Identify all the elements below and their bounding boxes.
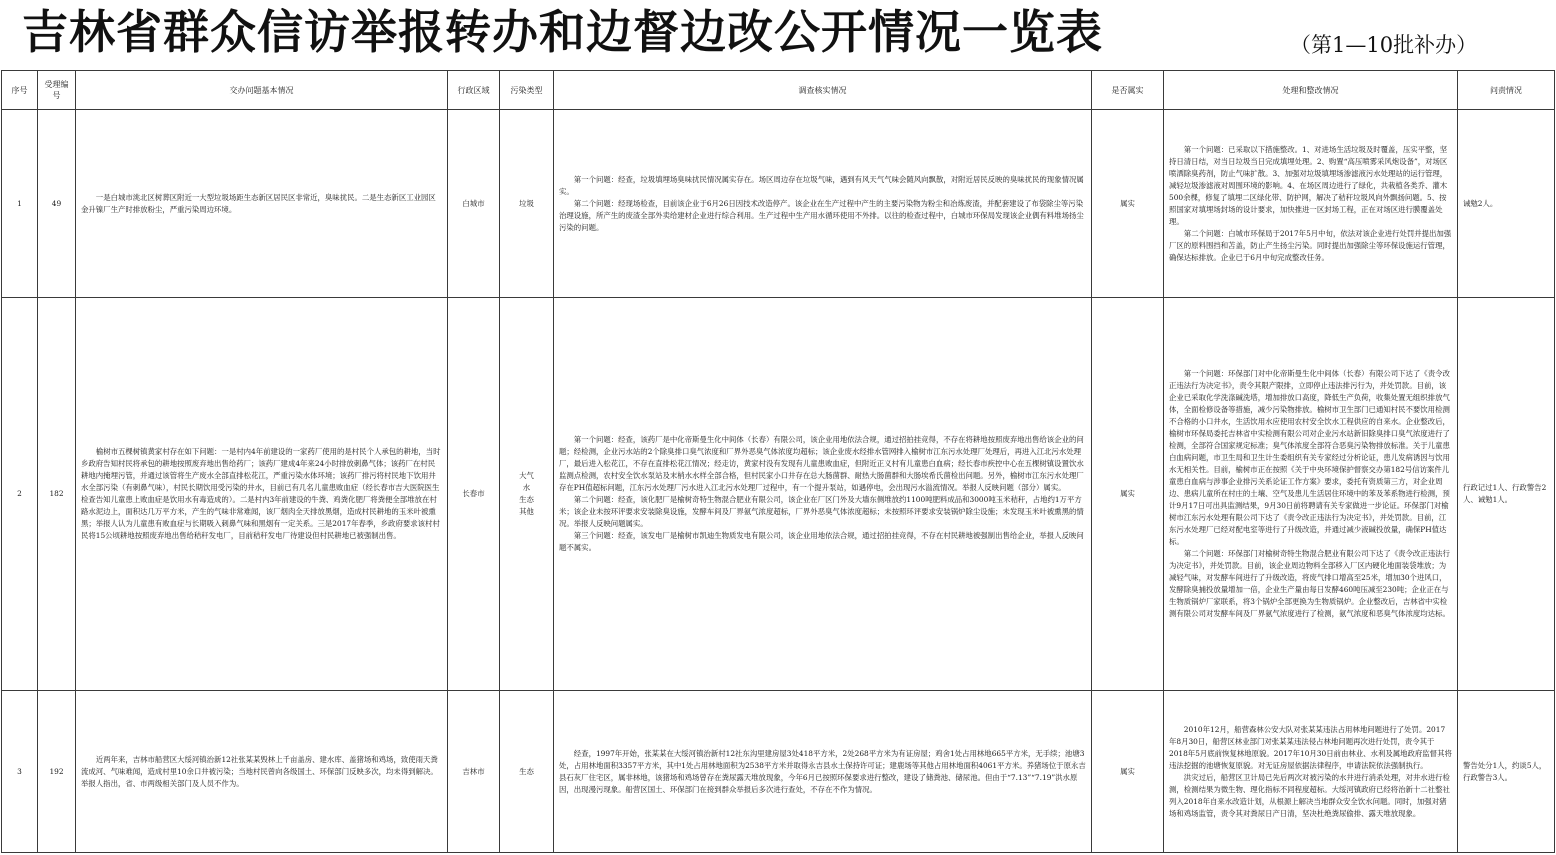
col-header-id: 受理编号 [38,71,76,110]
paragraph: 第二个问题：经现场检查，目前该企业于6月26日因技术改造停产。该企业在生产过程中产生的主要污染物为粉尘和冶炼废渣，并配套建设了布袋除尘等污染治理设施，所产生的废渣全部外卖给建材企业进行综合利用。生产过程中生产用水循环使用不外排。以往的检查过程中，白城市环保局发现该企业偶有料堆场扬尘污染的问题。 [559,198,1084,232]
cell-region: 白城市 [448,110,500,298]
cell-type: 生态 [500,691,554,853]
cell-no: 3 [2,691,38,853]
cell-issue: 近两年来，吉林市船营区大绥河镇治新12社张某某毁林上千亩盖房、建水库、盖猪场和鸡场，致使雨天粪流成河、气味难闻，造成村里10余口井被污染；当地村民曾向各级国土、环保部门反映多次，均未得到解决。举报人指出，省、市两级相关部门及人员不作为。 [76,691,448,853]
cell-no: 2 [2,298,38,691]
table-row [2,691,1555,853]
page-subtitle: （第1—10批补办） [1290,33,1478,57]
cell-region: 长春市 [448,298,500,691]
table-row [2,110,1555,298]
cell-id: 49 [38,110,76,298]
paragraph: 第三个问题：经查，该发电厂是榆树市凯迪生物质发电有限公司，该企业用地依法合规，通过招拍挂竞得，不存在村民耕地被强制出售给企业，举报人反映问题不属实。 [559,531,1084,552]
paragraph: 第二个问题：白城市环保局于2017年5月中旬，依法对该企业进行处罚并提出加强厂区的原料围挡和苫盖，防止产生扬尘污染。同时提出加强除尘等环保设施运行管理，确保达标排放。企业已于6月中旬完成整改任务。 [1169,228,1452,262]
cell-region: 吉林市 [448,691,500,853]
col-header-type: 污染类型 [500,71,554,110]
paragraph: 第二个问题：经查，该化肥厂是榆树奇特生物混合肥业有限公司，该企业在厂区门外及大墙东侧堆放约1100吨肥料成品和3000吨玉米秸秆，占地约1万平方米；该企业未按环评要求安装除臭设施，发酵车间及厂界氨气浓度超标，厂界外恶臭气体浓度超标；未按照环评要求安装锅炉除尘设施；未发现玉米叶被熏黑的情况。举报人反映问题属实。 [559,495,1084,528]
page-title: 吉林省群众信访举报转办和边督边改公开情况一览表 [22,5,1103,59]
col-header-accountability: 问责情况 [1458,71,1555,110]
cell-accountability: 诫勉2人。 [1458,110,1555,298]
cell-verified: 属实 [1092,298,1164,691]
cell-verified: 属实 [1092,691,1164,853]
col-header-issue: 交办问题基本情况 [76,71,448,110]
table-row [2,298,1555,691]
cell-handling [1164,691,1458,853]
col-header-no: 序号 [2,71,38,110]
paragraph: 第二个问题：环保部门对榆树奇特生物混合肥业有限公司下达了《责令改正违法行为决定书》，并处罚款。目前，该企业周边物料全部移入厂区内硬化地面装袋堆放；为减轻气味，对发酵车间进行了升级改造，将废气排口增高至25米，增加30个进风口，发酵除臭捕投放量增加一倍，企业生产量由每日发酵460吨压减至230吨；企业正在与生物质锅炉厂家联系，将3个锅炉全部更换为生物质锅炉。企业整改后，吉林省中实检测有限公司对发酵车间及厂界氨气浓度进行了检测，氨气浓度和恶臭气体浓度均达标。 [1169,549,1450,618]
col-header-verified: 是否属实 [1092,71,1164,110]
cell-handling [1164,110,1458,298]
cell-issue: 榆树市五棵树镇黄家村存在如下问题：一是村内4年前建设的一家药厂使用的是村民个人承包的耕地，当时乡政府告知村民将承包的耕地按照废弃地出售给药厂；该药厂建成4年来24小时排放刺鼻气体；该药厂在村民耕地内掩埋污管，并通过该管将生产废水全部直排松花江，严重污染水体环境；该药厂排污将村民地下饮用井水全部污染（有刺鼻气味），村民长期饮用受污染的井水，目前已有几名儿童患败血症（经长春市吉大医院医生检查告知儿童患上败血症是饮用水有毒造成的）。二是村内3年前建设的牛粪、鸡粪化肥厂将粪便全部堆放在村路水泥边上，面积达几万平方米，产生的气味非常难闻，该厂烟肉全天排放黑烟，造成村民耕地的玉米叶被熏黑；举报人认为儿童患有败血症与长期吸入刺鼻气味和黑烟有一定关系。三是2017年春季，乡政府要求该村村民将15公顷耕地按照废弃地出售给秸秆发电厂，目前秸秆发电厂待建设但村民耕地已被强制出售。 [76,298,448,691]
table-header-row [2,71,1555,110]
cell-type: 垃圾 [500,110,554,298]
cell-accountability: 行政记过1人、行政警告2人、诫勉1人。 [1458,298,1555,691]
cell-id: 192 [38,691,76,853]
col-header-handling: 处理和整改情况 [1164,71,1458,110]
cell-investigation [554,110,1092,298]
col-header-investigation: 调查核实情况 [554,71,1092,110]
report-table [1,70,1555,853]
cell-investigation [554,298,1092,691]
paragraph: 第一个问题：经查，该药厂是中化帝斯曼生化中间体（长春）有限公司，该企业用地依法合规，通过招拍挂竞得，不存在将耕地按照废弃地出售给该企业的问题；经检测，企业污水站的2个除臭排口臭气浓度和厂界外恶臭气体浓度均超标；该企业废水经排水管网排入榆树市江东污水处理厂处理后，再进入江北污水处理厂，最后进入松花江，不存在直排松花江情况；经走访，黄家村没有发现有儿童患败血症，但附近正义村有儿童患白血病；经长春市疾控中心在五棵树镇设置饮水监测点检测，农村安全饮水泵站及末梢水水样全部合格，但村民家小口井存在总大肠菌群、耐热大肠菌群和大肠埃希氏菌检出问题。另外，榆树市江东污水处理厂存在PH值超标问题，江东污水处理厂污水进入江北污水处理厂过程中，有一个提升泵站，如遇停电，会出现污水溢流情况。举报人反映问题（部分）属实。 [559,435,1084,492]
cell-handling [1164,298,1458,691]
cell-no: 1 [2,110,38,298]
cell-verified: 属实 [1092,110,1164,298]
cell-id: 182 [38,298,76,691]
paragraph: 经查，1997年开始，张某某在大绥河镇治新村12社东沟里建房屋3处418平方米，2处268平方米为有证房屋；鸡舍1处占用林地665平方米，无手续；池塘3处，占用林地面积3357平方米，其中1处占用林地面积为2538平方米并取得永吉县水土保持许可证；建鹿场等其他占用林地面积4061平方米。养猪场位于原永吉县石灰厂住宅区，属非林地，该猪场和鸡场曾存在粪尿露天堆放现象，今年6月已按照环保要求进行整改，建设了储粪池、储尿池。但由于“7.13”“7.19”洪水原因，出现漫污现象。船营区国土、环保部门在接到群众举报后多次进行查处，不存在不作为情况。 [559,748,1086,794]
paragraph: 第一个问题：已采取以下措施整改。1、对进场生活垃圾及时覆盖，压实平整，坚持日清日结，对当日垃圾当日完成填埋处理。2、购置“高压喷雾采风炮设备”，对场区喷洒除臭药剂，防止气味扩散。3、加强对垃圾填埋场渗滤液污水处理站的运行管理，减轻垃圾渗滤液对周围环境的影响。4、在场区周边进行了绿化，共栽植各类乔、灌木500余棵，修复了填埋二区绿化带、防护网，解决了秸秆垃圾风向外飘扬问题。5、按照国家对填埋场封场的设计要求，加快推进一区封场工程，正在对场区进行膜覆盖处理。 [1169,144,1448,226]
paragraph: 第一个问题：环保部门对中化帝斯曼生化中间体（长春）有限公司下达了《责令改正违法行为决定书》，责令其限产限排，立即停止违法排污行为，并处罚款。目前，该企业已采取化学洗涤碱洗塔，增加排放口高度，降低生产负荷，收集处置无组织排放气体，全面检修设备等措施，减少污染物排放。榆树市卫生部门已通知村民不要饮用检测不合格的小口井水，生活饮用水应使用农村安全饮水工程供应的自来水。企业整改后，榆树市环保局委托吉林省中实检测有限公司对企业污水站新旧除臭排口臭气浓度进行了检测，全部符合国家规定标准；臭气体浓度全部符合恶臭污染物排放标准。关于儿童患白血病问题，市卫生局和卫生计生委组织有关专家经过分析论证，患儿发病诱因与饮用水无相关性。目前，榆树市正在按照《关于中央环境保护督察交办第182号信访案件儿童患白血病与涉事企业排污关系论证工作方案》要求，委托有资质第三方，对企业周边、患病儿童所在村庄的土壤、空气及患儿生活居住环境中的苯及苯系物进行检测，预计9月17日可出具监测结果，9月30日前将聘请有关专家做进一步论证。环保部门对榆树市江东污水处理有限公司下达了《责令改正违法行为决定书》，并处罚款。目前，江东污水处理厂已经对配电室等进行了升级改造，并通过减少液碱投放量，确保PH值达标。 [1169,369,1450,546]
paragraph: 2010年12月，船营森林公安大队对张某某违法占用林地问题进行了处罚。2017年8月30日，船营区林业部门对张某某违法侵占林地问题再次进行处罚，责令其于2018年5月底前恢复林地原貌。2017年10月30日前由林业、水利及属地政府监督其将违法挖掘的池塘恢复原貌。对无证房屋依据法律程序，申请法院依法强制执行。 [1169,724,1452,770]
cell-investigation [554,691,1092,853]
col-header-region: 行政区域 [448,71,500,110]
cell-accountability: 警告处分1人，约谈5人，行政警告3人。 [1458,691,1555,853]
paragraph: 洪灾过后，船营区卫计局已先后两次对被污染的水井进行消杀处理，对井水进行检测，检测结果为微生物、理化指标不同程度超标。大绥河镇政府已经将治新十二社整社列入2018年自来水改造计划，从根源上解决当地群众安全饮水问题。同时，加强对猪场和鸡场监管，责令其对粪尿日产日清，坚决杜绝粪尿偷排、露天堆放现象。 [1169,772,1450,818]
cell-type: 大气 水 生态 其他 [500,298,554,691]
page-header [0,0,1556,70]
paragraph: 第一个问题：经查，垃圾填埋场臭味扰民情况属实存在。场区周边存在垃圾气味，遇到有风天气气味会随风向飘散，对附近居民反映的臭味扰民的现象情况属实。 [559,174,1084,196]
cell-issue: 一是白城市洮北区树葬区附近一大型垃圾场距生态新区居民区非常近，臭味扰民。二是生态新区工业园区金升镍厂生产时排放粉尘，严重污染周边环境。 [76,110,448,298]
